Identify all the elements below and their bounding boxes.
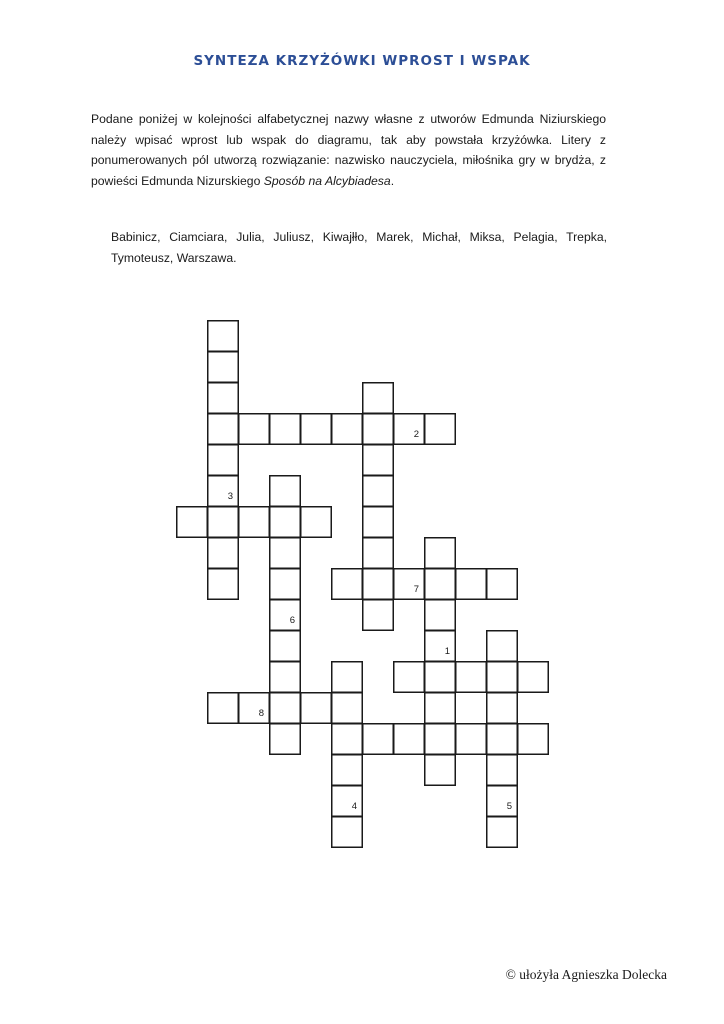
crossword-cell[interactable] xyxy=(456,569,487,600)
instructions-text: Podane poniżej w kolejności alfabetycznej nazwy własne z utworów Edmunda Niziurskiego należy wpisać wprost lub wspak do diagramu, tak aby powstała krzyżówka. Litery z ponumerowanych pól utworzą rozwiązanie: nazwisko nauczyciela, miłośnika gry w brydża, z powieści Edmunda Nizurskiego xyxy=(91,112,606,188)
cell-box[interactable] xyxy=(487,755,518,786)
cell-box[interactable] xyxy=(487,693,518,724)
cell-number: 3 xyxy=(227,491,233,502)
cell-box[interactable] xyxy=(363,600,394,631)
crossword-cell[interactable] xyxy=(270,476,301,507)
cell-box[interactable] xyxy=(456,662,487,693)
author-credit: © ułożyła Agnieszka Dolecka xyxy=(505,967,667,982)
cell-number: 6 xyxy=(289,615,295,626)
cell-box[interactable] xyxy=(332,786,363,817)
crossword-cell[interactable] xyxy=(208,507,239,538)
crossword-cell[interactable] xyxy=(332,817,363,848)
crossword-cell[interactable] xyxy=(239,414,270,445)
crossword-cell[interactable] xyxy=(487,662,518,693)
cell-number: 8 xyxy=(258,708,264,719)
cell-box[interactable] xyxy=(518,724,549,755)
cell-box[interactable] xyxy=(487,786,518,817)
cell-box[interactable] xyxy=(332,755,363,786)
crossword-cell[interactable] xyxy=(208,321,239,352)
cell-box[interactable] xyxy=(363,476,394,507)
crossword-cell[interactable] xyxy=(518,662,549,693)
cell-box[interactable] xyxy=(332,569,363,600)
page-title: SYNTEZA KRZYŻÓWKI WPROST I WSPAK xyxy=(193,53,531,69)
cell-box[interactable] xyxy=(177,507,208,538)
crossword-cell[interactable] xyxy=(394,724,425,755)
cell-box[interactable] xyxy=(270,693,301,724)
crossword-cell[interactable] xyxy=(487,755,518,786)
crossword-cell[interactable] xyxy=(270,538,301,569)
word-list: Babinicz, Ciamciara, Julia, Juliusz, Kiwajłło, Marek, Michał, Miksa, Pelagia, Trepka, Tymoteusz, Warszawa. xyxy=(111,230,607,265)
cell-box[interactable] xyxy=(363,569,394,600)
crossword-cell[interactable] xyxy=(425,569,456,600)
cell-box[interactable] xyxy=(239,507,270,538)
cell-number: 1 xyxy=(444,646,450,657)
crossword-cell[interactable] xyxy=(332,414,363,445)
cell-box[interactable] xyxy=(363,383,394,414)
cell-box[interactable] xyxy=(425,662,456,693)
cell-box[interactable] xyxy=(270,662,301,693)
cell-box[interactable] xyxy=(363,445,394,476)
crossword-cell[interactable] xyxy=(208,538,239,569)
cell-box[interactable] xyxy=(208,445,239,476)
crossword-cell[interactable] xyxy=(425,600,456,631)
cell-box[interactable] xyxy=(270,414,301,445)
cell-box[interactable] xyxy=(301,414,332,445)
crossword-cell[interactable] xyxy=(270,662,301,693)
instructions-end: . xyxy=(390,173,395,188)
crossword-cell-numbered[interactable] xyxy=(239,693,270,724)
crossword-cell[interactable] xyxy=(332,693,363,724)
crossword-cell[interactable] xyxy=(208,693,239,724)
cell-box[interactable] xyxy=(487,569,518,600)
crossword-cell-numbered[interactable] xyxy=(394,414,425,445)
crossword-cell[interactable] xyxy=(332,724,363,755)
cell-number: 2 xyxy=(413,429,419,440)
crossword-cell[interactable] xyxy=(363,538,394,569)
crossword-cell[interactable] xyxy=(363,569,394,600)
crossword-cell-numbered[interactable] xyxy=(332,786,363,817)
crossword-cell[interactable] xyxy=(456,662,487,693)
crossword-cell[interactable] xyxy=(363,445,394,476)
cell-box[interactable] xyxy=(425,631,456,662)
crossword-cell[interactable] xyxy=(239,507,270,538)
crossword-cell[interactable] xyxy=(394,662,425,693)
cell-box[interactable] xyxy=(270,507,301,538)
cell-box[interactable] xyxy=(270,569,301,600)
cell-box[interactable] xyxy=(239,693,270,724)
crossword-cell-numbered[interactable] xyxy=(425,631,456,662)
cell-box[interactable] xyxy=(394,569,425,600)
cell-box[interactable] xyxy=(270,476,301,507)
cell-box[interactable] xyxy=(208,538,239,569)
cell-box[interactable] xyxy=(456,569,487,600)
cell-number: 5 xyxy=(506,801,512,812)
cell-box[interactable] xyxy=(425,538,456,569)
cell-number: 4 xyxy=(351,801,357,812)
crossword-cell[interactable] xyxy=(270,507,301,538)
cell-box[interactable] xyxy=(487,631,518,662)
crossword-cell[interactable] xyxy=(270,693,301,724)
crossword-cell[interactable] xyxy=(363,383,394,414)
crossword-cell[interactable] xyxy=(487,631,518,662)
crossword-cell[interactable] xyxy=(270,569,301,600)
cell-box[interactable] xyxy=(332,817,363,848)
cell-box[interactable] xyxy=(425,569,456,600)
crossword-cell[interactable] xyxy=(177,507,208,538)
crossword-cell[interactable] xyxy=(332,755,363,786)
cell-box[interactable] xyxy=(208,383,239,414)
crossword-cell[interactable] xyxy=(332,569,363,600)
crossword-cell[interactable] xyxy=(456,724,487,755)
cell-box[interactable] xyxy=(487,724,518,755)
crossword-cell[interactable] xyxy=(425,414,456,445)
crossword-cell-numbered[interactable] xyxy=(394,569,425,600)
crossword-cell-numbered[interactable] xyxy=(208,476,239,507)
cell-box[interactable] xyxy=(208,507,239,538)
cell-box[interactable] xyxy=(208,569,239,600)
cell-box[interactable] xyxy=(208,476,239,507)
cell-box[interactable] xyxy=(456,724,487,755)
cell-box[interactable] xyxy=(301,693,332,724)
cell-box[interactable] xyxy=(363,724,394,755)
crossword-cell[interactable] xyxy=(363,476,394,507)
cell-box[interactable] xyxy=(425,724,456,755)
cell-box[interactable] xyxy=(518,662,549,693)
cell-box[interactable] xyxy=(363,507,394,538)
cell-box[interactable] xyxy=(270,724,301,755)
crossword-cell[interactable] xyxy=(487,569,518,600)
crossword-cell[interactable] xyxy=(270,724,301,755)
crossword-cell[interactable] xyxy=(208,414,239,445)
crossword-cell[interactable] xyxy=(518,724,549,755)
crossword-cell[interactable] xyxy=(270,631,301,662)
crossword-cell[interactable] xyxy=(425,755,456,786)
cell-box[interactable] xyxy=(332,693,363,724)
crossword-cell[interactable] xyxy=(208,352,239,383)
crossword-cell[interactable] xyxy=(208,569,239,600)
cell-box[interactable] xyxy=(208,414,239,445)
cell-box[interactable] xyxy=(425,693,456,724)
crossword-cell[interactable] xyxy=(270,414,301,445)
crossword-cell[interactable] xyxy=(363,600,394,631)
crossword-cell[interactable] xyxy=(301,693,332,724)
crossword-cell[interactable] xyxy=(363,724,394,755)
cell-box[interactable] xyxy=(394,724,425,755)
cell-box[interactable] xyxy=(208,693,239,724)
crossword-cell[interactable] xyxy=(425,724,456,755)
crossword-cell[interactable] xyxy=(301,507,332,538)
cell-box[interactable] xyxy=(487,662,518,693)
cell-box[interactable] xyxy=(394,414,425,445)
crossword-cell[interactable] xyxy=(208,445,239,476)
crossword-cell-numbered[interactable] xyxy=(487,786,518,817)
cell-box[interactable] xyxy=(425,755,456,786)
cell-box[interactable] xyxy=(208,352,239,383)
crossword-cell-numbered[interactable] xyxy=(270,600,301,631)
cell-box[interactable] xyxy=(301,507,332,538)
crossword-cell[interactable] xyxy=(425,662,456,693)
crossword-cell[interactable] xyxy=(425,538,456,569)
cell-box[interactable] xyxy=(394,662,425,693)
cell-number: 7 xyxy=(413,584,419,595)
book-title: Sposób na Alcybiadesa xyxy=(263,173,391,188)
cell-box[interactable] xyxy=(270,631,301,662)
crossword-cell[interactable] xyxy=(487,693,518,724)
cell-box[interactable] xyxy=(363,414,394,445)
crossword-cell[interactable] xyxy=(301,414,332,445)
cell-box[interactable] xyxy=(270,600,301,631)
cell-box[interactable] xyxy=(332,414,363,445)
cell-box[interactable] xyxy=(332,662,363,693)
crossword-cell[interactable] xyxy=(487,817,518,848)
crossword-cell[interactable] xyxy=(363,414,394,445)
crossword-cell[interactable] xyxy=(425,693,456,724)
instructions-paragraph xyxy=(91,109,606,191)
crossword-cell[interactable] xyxy=(332,662,363,693)
cell-box[interactable] xyxy=(332,724,363,755)
cell-box[interactable] xyxy=(363,538,394,569)
cell-box[interactable] xyxy=(425,414,456,445)
cell-box[interactable] xyxy=(208,321,239,352)
crossword-cell[interactable] xyxy=(363,507,394,538)
crossword-cell[interactable] xyxy=(487,724,518,755)
cell-box[interactable] xyxy=(425,600,456,631)
cell-box[interactable] xyxy=(487,817,518,848)
cell-box[interactable] xyxy=(270,538,301,569)
cell-box[interactable] xyxy=(239,414,270,445)
crossword-cell[interactable] xyxy=(208,383,239,414)
